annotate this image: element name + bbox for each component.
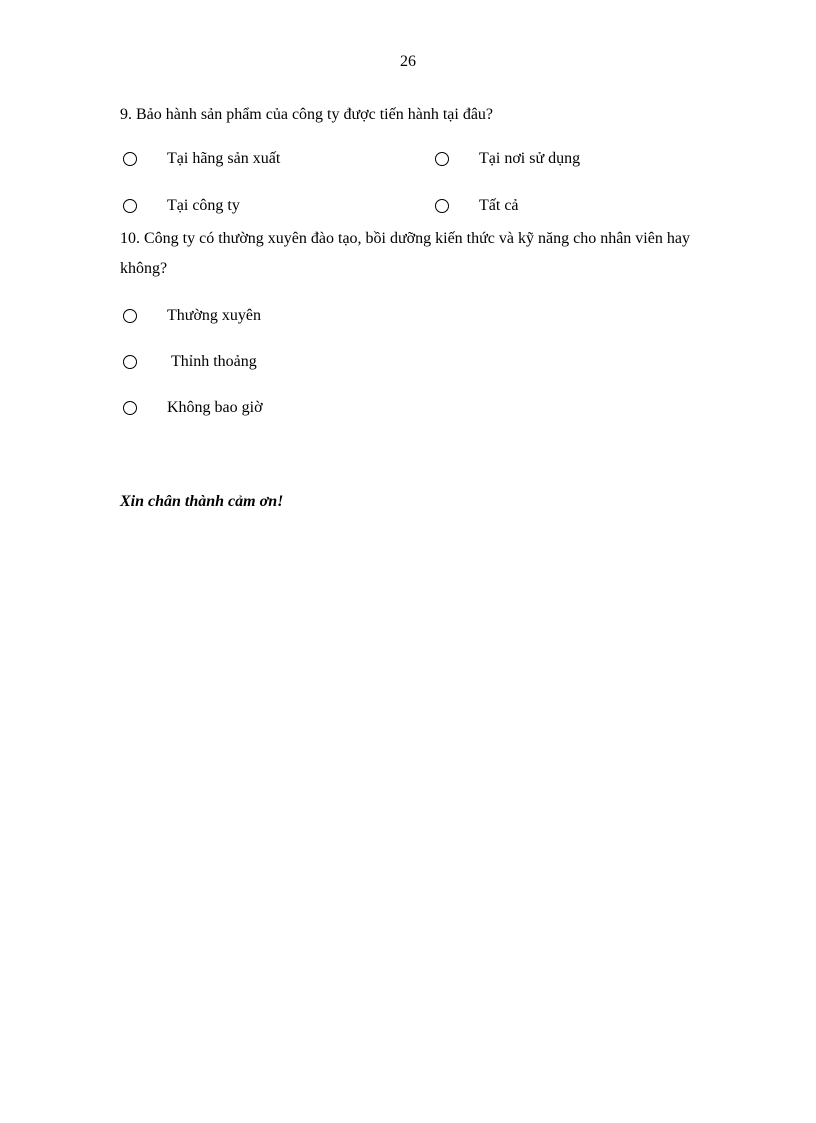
option-label: Không bao giờ (167, 399, 263, 416)
q9-option-4[interactable] (435, 195, 519, 217)
q9-option-1[interactable] (123, 148, 280, 170)
question-9-text: 9. Bảo hành sản phẩm của công ty được tiến hành tại đâu? (120, 106, 494, 123)
option-label: Thường xuyên (167, 307, 262, 324)
closing-thanks: Xin chân thành cảm ơn! (120, 493, 284, 510)
radio-button[interactable] (435, 199, 449, 213)
option-label: Tại hãng sản xuất (167, 150, 281, 167)
radio-button[interactable] (435, 152, 449, 166)
radio-button[interactable] (123, 152, 137, 166)
page-number: 26 (400, 53, 416, 70)
q10-option-2[interactable] (123, 351, 257, 373)
option-label: Tất cả (479, 197, 519, 214)
question-10-text: 10. Công ty có thường xuyên đào tạo, bồi dưỡng kiến thức và kỹ năng cho nhân viên hay không? (120, 230, 690, 277)
radio-button[interactable] (123, 199, 137, 213)
option-label: Thỉnh thoảng (171, 353, 257, 370)
radio-button[interactable] (123, 401, 137, 415)
q10-option-3[interactable] (123, 397, 263, 419)
q10-option-1[interactable] (123, 305, 261, 327)
q9-option-2[interactable] (435, 148, 580, 170)
radio-button[interactable] (123, 309, 137, 323)
q9-option-3[interactable] (123, 195, 240, 217)
option-label: Tại công ty (167, 197, 240, 214)
option-label: Tại nơi sử dụng (479, 150, 581, 167)
radio-button[interactable] (123, 355, 137, 369)
